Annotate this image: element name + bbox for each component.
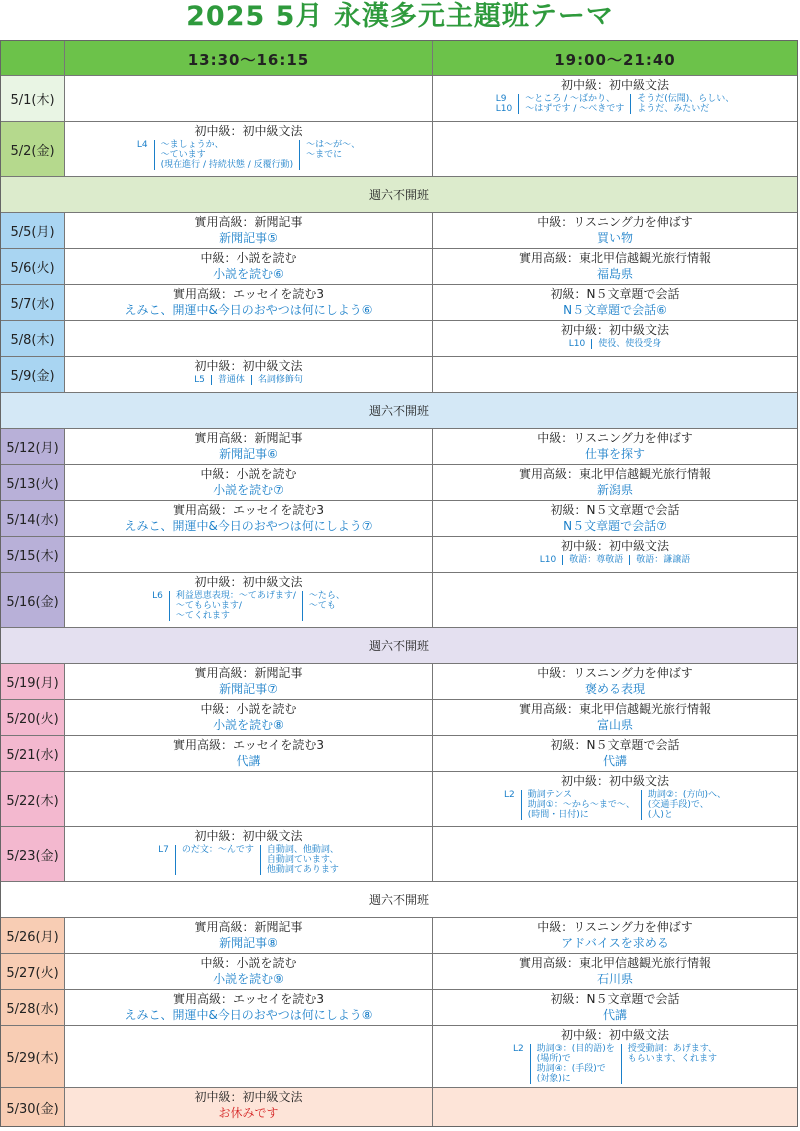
lesson-number — [188, 375, 211, 385]
session-topic: えみこ、開運中&今日のおやつは何にしよう⑦ — [124, 519, 373, 533]
grammar-line: 敬語：尊敬語 — [569, 555, 624, 565]
evening-session — [433, 122, 797, 176]
session-title: 中級：リスニング力を伸ばす — [537, 666, 693, 680]
evening-session — [433, 990, 797, 1025]
grammar-points — [146, 591, 351, 621]
afternoon-session — [65, 1026, 433, 1087]
afternoon-session — [65, 321, 433, 356]
evening-session — [433, 664, 797, 699]
closed-day-row — [1, 628, 797, 664]
session-title: 初中級：初中級文法 — [560, 1028, 669, 1042]
date-cell: 5/20(火) — [1, 700, 65, 735]
grammar-line: もらいます、くれます — [627, 1054, 718, 1064]
session-title: 實用高級：エッセイを読む3 — [172, 738, 325, 752]
grammar-line: 敬語：謙譲語 — [636, 555, 691, 565]
grammar-line: 動詞テンス — [527, 790, 573, 800]
session-topic: 小説を読む⑥ — [213, 267, 284, 281]
header-afternoon: 13:30〜16:15 — [65, 41, 433, 75]
session-title: 初中級：初中級文法 — [560, 323, 669, 337]
evening-session — [433, 700, 797, 735]
evening-session — [433, 918, 797, 953]
table-row — [1, 213, 797, 249]
afternoon-session — [65, 76, 433, 121]
session-topic: 小説を読む⑨ — [213, 972, 284, 986]
date-cell: 5/22(木) — [1, 772, 65, 826]
grammar-line: L5 — [194, 375, 205, 385]
table-header — [1, 41, 797, 76]
session-topic: 代講 — [602, 1008, 627, 1022]
evening-session — [433, 736, 797, 771]
date-cell: 5/29(木) — [1, 1026, 65, 1087]
grammar-points — [188, 375, 309, 385]
date-cell: 5/9(金) — [1, 357, 65, 392]
date-cell: 5/28(水) — [1, 990, 65, 1025]
grammar-line: 授受動詞：あげます、 — [627, 1044, 718, 1054]
session-title: 初中級：初中級文法 — [194, 829, 303, 843]
grammar-column — [170, 591, 302, 621]
afternoon-session — [65, 990, 433, 1025]
afternoon-session — [65, 285, 433, 320]
table-row — [1, 573, 797, 628]
schedule-table — [0, 40, 798, 1127]
lesson-number — [507, 1044, 530, 1054]
afternoon-session — [65, 664, 433, 699]
header-date-corner — [1, 41, 65, 75]
afternoon-session — [65, 736, 433, 771]
date-cell: 5/2(金) — [1, 122, 65, 176]
afternoon-session — [65, 213, 433, 248]
session-topic: えみこ、開運中&今日のおやつは何にしよう⑥ — [124, 303, 373, 317]
grammar-points — [498, 790, 732, 820]
grammar-line: ～ましょうか、 — [160, 140, 224, 150]
session-title: 初中級：初中級文法 — [194, 1090, 303, 1104]
date-cell: 5/26(月) — [1, 918, 65, 953]
date-cell: 5/16(金) — [1, 573, 65, 627]
grammar-line: L10 — [568, 339, 586, 349]
grammar-line: のだ文：～んです — [181, 845, 254, 855]
grammar-line: (時間・日付)に — [527, 810, 589, 820]
grammar-line: (交通手段)で、 — [647, 800, 709, 810]
evening-session — [433, 321, 797, 356]
grammar-line: (対象)に — [536, 1074, 571, 1084]
table-row — [1, 664, 797, 700]
table-row — [1, 285, 797, 321]
lesson-number — [563, 339, 591, 349]
session-title: 實用高級：東北甲信越観光旅行情報 — [518, 956, 711, 970]
grammar-line: L4 — [136, 140, 148, 150]
session-topic: N５文章題で会話⑥ — [563, 303, 667, 317]
evening-session — [433, 357, 797, 392]
session-topic: 新聞記事⑤ — [219, 231, 278, 245]
session-topic: えみこ、開運中&今日のおやつは何にしよう⑧ — [124, 1008, 373, 1022]
afternoon-session — [65, 827, 433, 881]
date-cell: 5/14(水) — [1, 501, 65, 536]
grammar-line: (人)と — [647, 810, 673, 820]
session-title: 初中級：初中級文法 — [194, 575, 303, 589]
grammar-column — [519, 94, 630, 114]
afternoon-session — [65, 465, 433, 500]
afternoon-session — [65, 918, 433, 953]
grammar-line: L6 — [152, 591, 163, 601]
grammar-column — [642, 790, 732, 820]
session-topic: 褒める表現 — [584, 682, 645, 696]
grammar-points — [507, 1044, 723, 1084]
session-title: 實用高級：エッセイを読む3 — [172, 503, 325, 517]
session-title: 初中級：初中級文法 — [560, 539, 669, 553]
afternoon-session — [65, 772, 433, 826]
lesson-number — [131, 140, 154, 150]
date-cell: 5/15(木) — [1, 537, 65, 572]
table-row — [1, 122, 797, 177]
grammar-line: 利益恩恵表現：～てあげます/ — [175, 591, 296, 601]
date-cell: 5/7(水) — [1, 285, 65, 320]
afternoon-session — [65, 357, 433, 392]
grammar-points — [131, 140, 366, 170]
closed-day-row — [1, 393, 797, 429]
session-title: 初級：N５文章題で会話 — [550, 287, 680, 301]
date-cell: 5/6(火) — [1, 249, 65, 284]
grammar-line: 普通体 — [217, 375, 245, 385]
table-row — [1, 249, 797, 285]
session-title: 實用高級：エッセイを読む3 — [172, 287, 325, 301]
session-title: 實用高級：新聞記事 — [194, 666, 303, 680]
grammar-line: ～たら、 — [308, 591, 345, 601]
session-title: 中級：小説を読む — [200, 702, 297, 716]
date-cell: 5/23(金) — [1, 827, 65, 881]
lesson-number — [152, 845, 175, 855]
closed-day-label: 週六不開班 — [368, 639, 429, 653]
session-topic: お休みです — [218, 1106, 279, 1120]
evening-session — [433, 1026, 797, 1087]
session-title: 初中級：初中級文法 — [194, 124, 303, 138]
grammar-line: 使役、使役受身 — [598, 339, 662, 349]
session-title: 初級：N５文章題で会話 — [550, 738, 680, 752]
grammar-column — [252, 375, 309, 385]
grammar-line: 他動詞てあります — [266, 865, 339, 875]
evening-session — [433, 465, 797, 500]
session-title: 實用高級：エッセイを読む3 — [172, 992, 325, 1006]
session-topic: 石川県 — [596, 972, 633, 986]
session-topic: アドバイスを求める — [561, 936, 669, 950]
lesson-number — [498, 790, 521, 800]
evening-session — [433, 213, 797, 248]
grammar-line: L2 — [504, 790, 515, 800]
afternoon-session — [65, 573, 433, 627]
date-cell: 5/19(月) — [1, 664, 65, 699]
grammar-line: ようだ、みたいだ — [637, 104, 710, 114]
table-row — [1, 1088, 797, 1126]
session-topic: 富山県 — [596, 718, 633, 732]
table-row — [1, 465, 797, 501]
afternoon-session — [65, 537, 433, 572]
session-topic: 新聞記事⑥ — [219, 447, 278, 461]
evening-session — [433, 501, 797, 536]
table-row — [1, 700, 797, 736]
grammar-column — [563, 555, 629, 565]
table-row — [1, 1026, 797, 1088]
evening-session — [433, 1088, 797, 1126]
afternoon-session — [65, 700, 433, 735]
session-topic: 代講 — [602, 754, 627, 768]
session-topic: N５文章題で会話⑦ — [563, 519, 667, 533]
session-title: 中級：小説を読む — [200, 251, 297, 265]
table-row — [1, 954, 797, 990]
session-title: 中級：小説を読む — [200, 467, 297, 481]
date-cell: 5/5(月) — [1, 213, 65, 248]
session-title: 實用高級：東北甲信越観光旅行情報 — [518, 467, 711, 481]
evening-session — [433, 285, 797, 320]
date-cell: 5/27(火) — [1, 954, 65, 989]
session-title: 初級：N５文章題で会話 — [550, 503, 680, 517]
session-title: 中級：リスニング力を伸ばす — [537, 920, 693, 934]
grammar-line: 自動詞ています、 — [266, 855, 339, 865]
evening-session — [433, 249, 797, 284]
session-title: 初中級：初中級文法 — [560, 774, 669, 788]
table-row — [1, 537, 797, 573]
grammar-line: L7 — [158, 845, 169, 855]
session-title: 實用高級：新聞記事 — [194, 920, 303, 934]
grammar-column — [303, 591, 351, 611]
grammar-column — [155, 140, 300, 170]
date-cell: 5/1(木) — [1, 76, 65, 121]
grammar-line: ～までに — [306, 150, 343, 160]
session-title: 實用高級：東北甲信越観光旅行情報 — [518, 251, 711, 265]
evening-session — [433, 573, 797, 627]
session-title: 實用高級：東北甲信越観光旅行情報 — [518, 702, 711, 716]
closed-day-label: 週六不開班 — [368, 893, 429, 907]
grammar-line: ～ところ / ～ばかり、 — [525, 94, 615, 104]
grammar-line: L10 — [495, 104, 513, 114]
grammar-line: ～はずです / ～べきです — [525, 104, 625, 114]
table-row — [1, 357, 797, 393]
session-topic: 代講 — [236, 754, 261, 768]
table-row — [1, 736, 797, 772]
grammar-column — [630, 555, 696, 565]
afternoon-session — [65, 954, 433, 989]
grammar-line: (現在進行 / 持続状態 / 反覆行動) — [160, 160, 294, 170]
closed-day-row — [1, 177, 797, 213]
session-topic: 買い物 — [596, 231, 633, 245]
table-row — [1, 76, 797, 122]
lesson-number — [534, 555, 562, 565]
grammar-column — [176, 845, 260, 855]
evening-session — [433, 827, 797, 881]
table-row — [1, 429, 797, 465]
grammar-column — [300, 140, 366, 160]
session-title: 初中級：初中級文法 — [194, 359, 303, 373]
table-row — [1, 918, 797, 954]
header-evening: 19:00〜21:40 — [554, 50, 676, 69]
afternoon-session — [65, 501, 433, 536]
session-topic: 小説を読む⑧ — [213, 718, 284, 732]
afternoon-session — [65, 122, 433, 176]
evening-session — [433, 954, 797, 989]
session-topic: 小説を読む⑦ — [213, 483, 284, 497]
session-title: 中級：リスニング力を伸ばす — [537, 431, 693, 445]
afternoon-session — [65, 249, 433, 284]
grammar-column — [592, 339, 667, 349]
date-cell: 5/8(木) — [1, 321, 65, 356]
grammar-line: ～てもらいます/ — [175, 601, 242, 611]
session-title: 實用高級：新聞記事 — [194, 215, 303, 229]
session-title: 初中級：初中級文法 — [560, 78, 669, 92]
grammar-column — [212, 375, 251, 385]
session-topic: 新潟県 — [596, 483, 633, 497]
grammar-line: 助詞①：～から～まで～、 — [527, 800, 635, 810]
date-cell: 5/30(金) — [1, 1088, 65, 1126]
grammar-line: そうだ(伝聞)、らしい、 — [637, 94, 735, 104]
closed-day-label: 週六不開班 — [368, 404, 429, 418]
evening-session — [433, 772, 797, 826]
table-row — [1, 827, 797, 882]
afternoon-session — [65, 429, 433, 464]
grammar-points — [534, 555, 697, 565]
date-cell: 5/12(月) — [1, 429, 65, 464]
grammar-column — [531, 1044, 621, 1084]
grammar-line: ～ても — [308, 601, 336, 611]
session-title: 初級：N５文章題で会話 — [550, 992, 680, 1006]
grammar-line: ～ています — [160, 150, 206, 160]
evening-session — [433, 76, 797, 121]
evening-session — [433, 537, 797, 572]
date-cell: 5/13(火) — [1, 465, 65, 500]
grammar-line: 名詞修飾句 — [257, 375, 303, 385]
date-cell: 5/21(水) — [1, 736, 65, 771]
grammar-line: 助詞③：(目的語)を — [536, 1044, 615, 1054]
grammar-column — [622, 1044, 723, 1064]
grammar-line: 助詞④：(手段)で — [536, 1064, 606, 1074]
session-title: 中級：小説を読む — [200, 956, 297, 970]
grammar-line: 自動詞、他動詞、 — [266, 845, 339, 855]
closed-day-row — [1, 882, 797, 918]
grammar-line: L2 — [512, 1044, 524, 1054]
grammar-line: L10 — [539, 555, 557, 565]
grammar-line: (場所)で — [536, 1054, 571, 1064]
session-topic: 福島県 — [596, 267, 633, 281]
grammar-points — [152, 845, 345, 875]
session-topic: 新聞記事⑧ — [219, 936, 278, 950]
lesson-number — [146, 591, 169, 601]
table-row — [1, 990, 797, 1026]
session-topic: 新聞記事⑦ — [219, 682, 278, 696]
page-title: 2025 5月 永漢多元主題班テーマ — [186, 1, 614, 32]
table-row — [1, 501, 797, 537]
closed-day-label: 週六不開班 — [368, 188, 429, 202]
grammar-line: 助詞②：(方向)へ、 — [647, 790, 726, 800]
table-row — [1, 772, 797, 827]
grammar-points — [490, 94, 741, 114]
grammar-points — [563, 339, 667, 349]
grammar-line: ～は～が～、 — [306, 140, 361, 150]
session-title: 實用高級：新聞記事 — [194, 431, 303, 445]
grammar-line: ～てくれます — [175, 611, 230, 621]
lesson-number — [490, 94, 518, 114]
afternoon-session — [65, 1088, 433, 1126]
evening-session — [433, 429, 797, 464]
grammar-column — [631, 94, 740, 114]
table-row — [1, 321, 797, 357]
grammar-line: L9 — [495, 94, 507, 104]
session-topic: 仕事を探す — [584, 447, 645, 461]
grammar-column — [522, 790, 641, 820]
session-title: 中級：リスニング力を伸ばす — [537, 215, 693, 229]
grammar-column — [261, 845, 345, 875]
